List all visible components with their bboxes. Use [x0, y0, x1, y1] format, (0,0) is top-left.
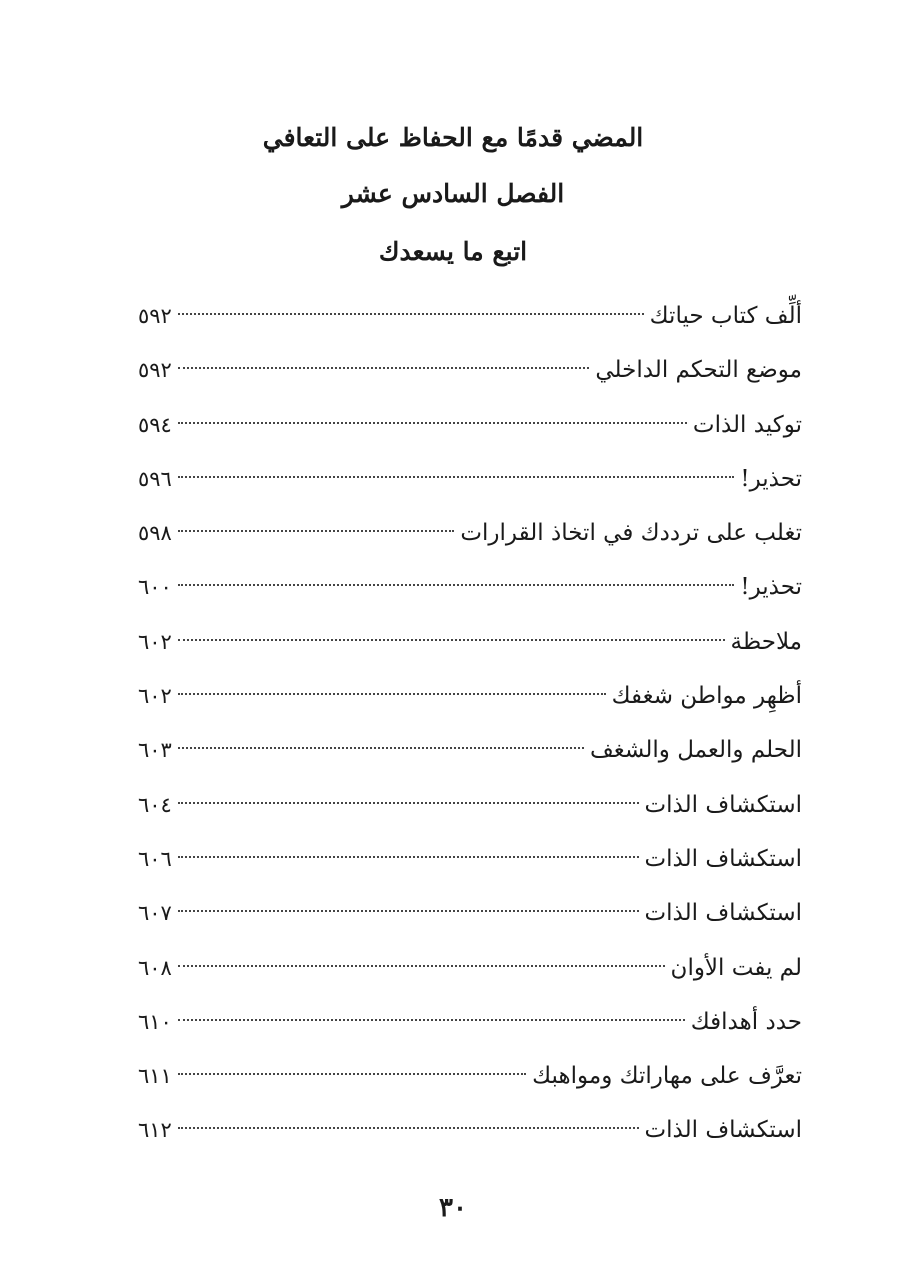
toc-entry	[138, 893, 802, 947]
dot-leader	[178, 476, 735, 478]
dot-leader	[178, 693, 606, 695]
dot-leader	[178, 530, 455, 532]
toc-entry-title: ألِّف كتاب حياتك	[649, 303, 802, 329]
toc-entry-page: ٦١٢	[138, 1118, 172, 1143]
toc-entry-page: ٦٠٧	[138, 901, 172, 926]
toc-entry	[138, 567, 802, 621]
toc-entry-page: ٥٩٢	[138, 358, 172, 383]
toc-entry	[138, 296, 802, 350]
toc-entry-page: ٦١٠	[138, 1009, 172, 1034]
toc-entry-page: ٥٩٦	[138, 466, 172, 491]
toc-entry	[138, 839, 802, 893]
dot-leader	[178, 856, 639, 858]
dot-leader	[178, 1127, 639, 1129]
toc-entry	[138, 730, 802, 784]
chapter-label: الفصل السادس عشر	[341, 179, 565, 208]
toc-entry-title: توكيد الذات	[692, 411, 802, 438]
toc-entry-title: تحذير!	[740, 465, 802, 492]
toc-entry-title: حدد أهدافك	[690, 1008, 802, 1035]
dot-leader	[178, 639, 725, 641]
dot-leader	[178, 422, 687, 424]
toc-entry-title: ملاحظة	[730, 628, 802, 655]
dot-leader	[178, 1019, 685, 1021]
toc-entry-page: ٥٩٤	[138, 412, 172, 437]
dot-leader	[178, 313, 644, 315]
toc-entry-page: ٥٩٨	[138, 521, 172, 546]
toc-entry	[138, 513, 802, 567]
toc-entry-page: ٦٠٢	[138, 684, 172, 709]
toc-entry-title: أظهِر مواطن شغفك	[611, 683, 802, 710]
toc-entry	[138, 948, 802, 1002]
toc-entry-page: ٦٠٤	[138, 792, 172, 817]
toc-entry-title: استكشاف الذات	[644, 791, 802, 818]
toc-entry	[138, 1110, 802, 1164]
page-number: ٣٠	[439, 1193, 467, 1223]
toc-entry-page: ٥٩٢	[138, 304, 172, 328]
dot-leader	[178, 1073, 526, 1075]
toc-entry-page: ٦٠٠	[138, 575, 172, 600]
dot-leader	[178, 367, 590, 369]
toc-entry-title: استكشاف الذات	[644, 1117, 802, 1144]
toc-entry-page: ٦٠٦	[138, 846, 172, 871]
toc-entry-page: ٦٠٢	[138, 629, 172, 654]
toc-entry	[138, 459, 802, 513]
toc-entry	[138, 350, 802, 404]
chapter-title: اتبع ما يسعدك	[378, 237, 528, 266]
dot-leader	[178, 802, 639, 804]
dot-leader	[178, 584, 735, 586]
toc-entry-title: تعرَّف على مهاراتك ومواهبك	[532, 1063, 802, 1090]
toc-entry-title: استكشاف الذات	[644, 845, 802, 872]
dot-leader	[178, 910, 639, 912]
toc-entry	[138, 1002, 802, 1056]
toc-entry	[138, 1056, 802, 1110]
toc-entry-title: لم يفت الأوان	[670, 954, 802, 981]
toc-entry-page: ٦٠٨	[138, 955, 172, 980]
toc-entry-page: ٦٠٣	[138, 738, 172, 763]
toc-entry	[138, 405, 802, 459]
table-of-contents	[138, 296, 802, 1165]
toc-entry-title: استكشاف الذات	[644, 900, 802, 927]
toc-entry-title: الحلم والعمل والشغف	[589, 737, 802, 764]
toc-entry	[138, 676, 802, 730]
toc-entry	[138, 785, 802, 839]
toc-entry-page: ٦١١	[138, 1064, 172, 1089]
toc-entry-title: تغلب على ترددك في اتخاذ القرارات	[460, 520, 802, 547]
part-title: المضي قدمًا مع الحفاظ على التعافي	[262, 123, 644, 152]
toc-entry-title: موضع التحكم الداخلي	[595, 357, 802, 384]
toc-entry	[138, 622, 802, 676]
toc-entry-title: تحذير!	[740, 574, 802, 601]
dot-leader	[178, 965, 665, 967]
dot-leader	[178, 747, 584, 749]
